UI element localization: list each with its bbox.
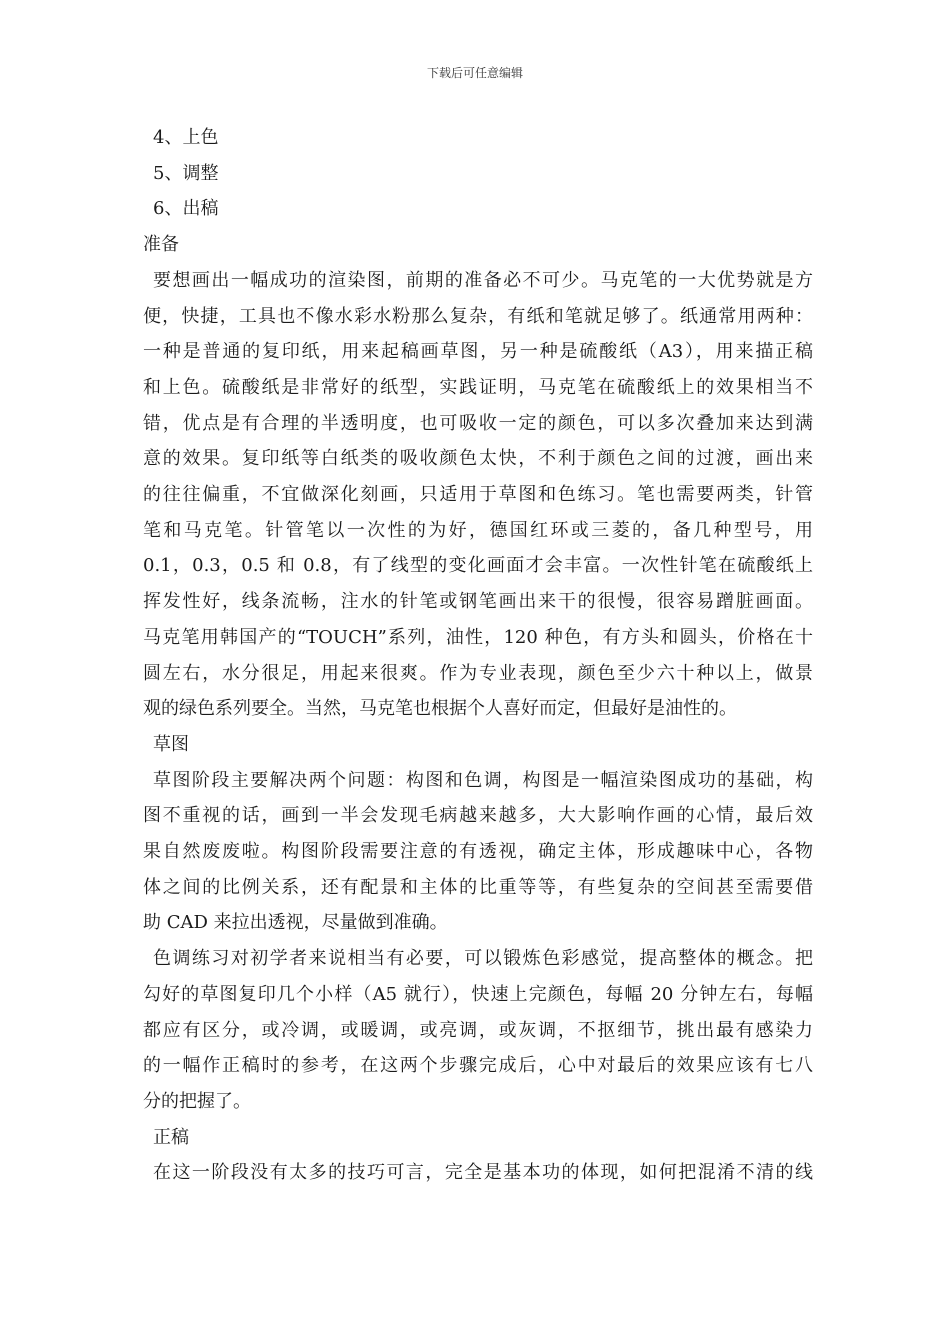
text-line: 都应有区分，或冷调，或暖调，或亮调，或灰调，不抠细节，挑出最有感染力 — [143, 1019, 813, 1041]
text-line: 果自然废废啦。构图阶段需要注意的有透视，确定主体，形成趣味中心，各物 — [143, 841, 813, 863]
text-line: 的往往偏重，不宜做深化刻画，只适用于草图和色练习。笔也需要两类，针管 — [143, 484, 813, 506]
text-line: 分的把握了。 — [143, 1090, 251, 1112]
text-line: 要想画出一幅成功的渲染图，前期的准备必不可少。马克笔的一大优势就是方 — [153, 269, 813, 291]
text-line: 观的绿色系列要全。当然，马克笔也根据个人喜好而定，但最好是油性的。 — [143, 698, 737, 720]
section-heading-final: 正稿 — [153, 1126, 189, 1148]
text-line: 助 CAD 来拉出透视，尽量做到准确。 — [143, 912, 448, 934]
text-line: 错，优点是有合理的半透明度，也可吸收一定的颜色，可以多次叠加来达到满 — [143, 412, 813, 434]
text-line: 的一幅作正稿时的参考，在这两个步骤完成后，心中对最后的效果应该有七八 — [143, 1055, 813, 1077]
list-item: 6、出稿 — [153, 198, 219, 220]
text-line: 和上色。硫酸纸是非常好的纸型，实践证明，马克笔在硫酸纸上的效果相当不 — [143, 376, 813, 398]
section-heading-sketch: 草图 — [153, 733, 189, 755]
text-line: 笔和马克笔。针管笔以一次性的为好，德国红环或三菱的，备几种型号，用 — [143, 519, 813, 541]
page-header-note: 下载后可任意编辑 — [426, 66, 523, 80]
text-line: 图不重视的话，画到一半会发现毛病越来越多，大大影响作画的心情，最后效 — [143, 805, 813, 827]
text-line: 意的效果。复印纸等白纸类的吸收颜色太快，不利于颜色之间的过渡，画出来 — [143, 448, 813, 470]
paragraph-sketch-2 — [143, 941, 813, 1120]
text-line: 挥发性好，线条流畅，注水的针笔或钢笔画出来干的很慢，很容易蹭脏画面。 — [143, 591, 813, 613]
list-item: 5、调整 — [153, 162, 219, 184]
text-line: 便，快捷，工具也不像水彩水粉那么复杂，有纸和笔就足够了。纸通常用两种： — [143, 305, 813, 327]
text-line: 圆左右，水分很足，用起来很爽。作为专业表现，颜色至少六十种以上，做景 — [143, 662, 813, 684]
text-line: 色调练习对初学者来说相当有必要，可以锻炼色彩感觉，提高整体的概念。把 — [153, 948, 813, 970]
text-line: 马克笔用韩国产的“TOUCH”系列，油性，120 种色，有方头和圆头，价格在十 — [143, 626, 813, 648]
text-line: 体之间的比例关系，还有配景和主体的比重等等，有些复杂的空间甚至需要借 — [143, 876, 813, 898]
text-line: 草图阶段主要解决两个问题：构图和色调，构图是一幅渲染图成功的基础，构 — [153, 769, 813, 791]
text-line: 在这一阶段没有太多的技巧可言，完全是基本功的体现，如何把混淆不清的线 — [153, 1162, 813, 1184]
paragraph-final — [143, 1155, 813, 1191]
section-heading-prep: 准备 — [143, 234, 179, 256]
list-item: 4、上色 — [153, 127, 219, 148]
paragraph-prep — [143, 263, 813, 727]
document-body — [143, 120, 813, 1191]
text-line: 一种是普通的复印纸，用来起稿画草图，另一种是硫酸纸（A3），用来描正稿 — [143, 341, 813, 363]
paragraph-sketch-1 — [143, 763, 813, 942]
text-line: 勾好的草图复印几个小样（A5 就行），快速上完颜色，每幅 20 分钟左右，每幅 — [143, 983, 813, 1005]
text-line: 0.1，0.3，0.5 和 0.8，有了线型的变化画面才会丰富。一次性针笔在硫酸纸上 — [143, 555, 813, 577]
